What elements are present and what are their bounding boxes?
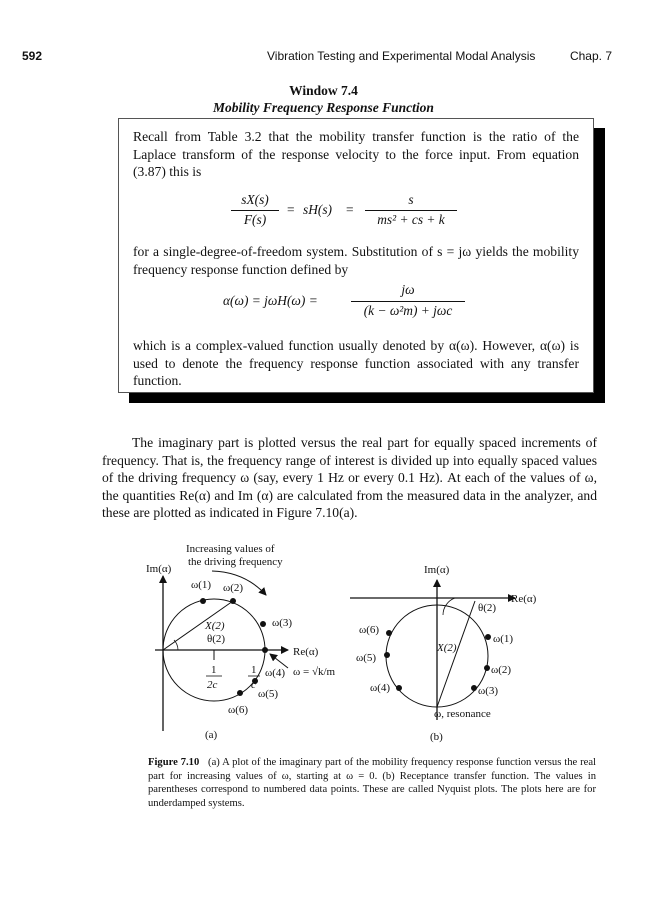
window-label: Window 7.4 bbox=[289, 83, 358, 98]
eq1-equals-1: = bbox=[287, 202, 295, 217]
plot-a-omega-pointer bbox=[270, 654, 288, 668]
eq2-lhs: α(ω) = jωH(ω) = bbox=[223, 293, 318, 308]
eq1-lhs-numerator: sX(s) bbox=[241, 192, 269, 207]
eq1-rhs-fraction-bar bbox=[365, 210, 457, 211]
page-number: 592 bbox=[22, 49, 43, 63]
window-paragraph-1: Recall from Table 3.2 that the mobility transfer function is the ratio of the Laplace transform of the response velocity to the force input. From equation (3.87) this is bbox=[133, 129, 579, 179]
eq1-lhs-denominator: F(s) bbox=[243, 212, 267, 227]
plot-b-point bbox=[386, 630, 392, 636]
plot-a-tick1-denominator: 2c bbox=[207, 679, 218, 691]
plot-b-vector-label: X(2) bbox=[437, 642, 457, 654]
plot-b-point-label: ω(3) bbox=[478, 685, 499, 697]
plot-a-vector-label: X(2) bbox=[205, 620, 225, 632]
plot-a-angle-label: θ(2) bbox=[207, 633, 226, 645]
plot-b-point bbox=[484, 665, 490, 671]
equation-1 bbox=[119, 191, 593, 237]
window-title-block bbox=[0, 82, 647, 116]
plot-a-point-label: ω(4) bbox=[265, 667, 286, 679]
plot-a-point bbox=[237, 690, 243, 696]
window-paragraph-3: which is a complex-valued function usually denoted by α(ω). However, α(ω) is used to denote the frequency response function associated with any transfer function. bbox=[133, 338, 579, 388]
plot-a-y-label: Im(α) bbox=[146, 563, 172, 575]
eq2-fraction-bar bbox=[351, 301, 465, 302]
window-title: Mobility Frequency Response Function bbox=[213, 100, 434, 115]
plot-b bbox=[350, 564, 537, 743]
eq2-denominator: (k − ω²m) + jωc bbox=[363, 303, 453, 318]
plot-a-point-label: ω(1) bbox=[191, 579, 212, 591]
plot-a-annotation-line1: Increasing values of bbox=[186, 543, 275, 555]
eq1-rhs-numerator: s bbox=[408, 192, 414, 207]
plot-a-point bbox=[200, 598, 206, 604]
plot-a-point-label: ω(6) bbox=[228, 704, 249, 716]
plot-a-point bbox=[260, 621, 266, 627]
plot-b-point bbox=[396, 685, 402, 691]
plot-a-point-label: ω(5) bbox=[258, 688, 279, 700]
plot-b-x-label: Re(α) bbox=[511, 593, 537, 605]
caption-text: (a) A plot of the imaginary part of the mobility frequency response function versus the real part for increasing values of ω, starting at ω = 0. (b) Receptance transfer function. The values in parentheses correspond to numbered data points. These are called Nyquist plots. The plots here are for underdamped systems. bbox=[148, 757, 596, 809]
window-paragraph-2: for a single-degree-of-freedom system. Substitution of s = jω yields the mobility frequency response function defined by bbox=[133, 244, 579, 277]
chapter-label: Chap. 7 bbox=[569, 49, 612, 63]
equation-2 bbox=[119, 281, 593, 329]
plot-a-point bbox=[262, 647, 268, 653]
plot-a-tick2-numerator: 1 bbox=[251, 664, 257, 676]
body-paragraph: The imaginary part is plotted versus the real part for equally spaced increments of frequency. That is, the frequency range of interest is divided up into equally spaced values of the driving frequency ω (say, every 1 Hz or every 0.1 Hz). At each of the values of ω, the quantities Re(α) and Im (α) are calculated from the measured data in the analyzer, and these are plotted as indicated in Figure 7.10(a). bbox=[102, 435, 597, 520]
eq1-lhs-fraction-bar bbox=[231, 210, 279, 211]
plot-a-point bbox=[230, 598, 236, 604]
plot-a-x-label: Re(α) bbox=[293, 646, 319, 658]
plot-a-tick1-numerator: 1 bbox=[211, 664, 217, 676]
plot-b-point bbox=[384, 652, 390, 658]
running-title: Vibration Testing and Experimental Modal Analysis bbox=[267, 49, 536, 63]
caption-label: Figure 7.10 bbox=[148, 757, 200, 768]
plot-a bbox=[146, 543, 336, 741]
plot-b-point-label: ω(4) bbox=[370, 682, 391, 694]
plot-b-point-label: ω(1) bbox=[493, 633, 514, 645]
plot-b-point-label: ω(5) bbox=[356, 652, 377, 664]
plot-a-omega-equation: ω = √k/m bbox=[293, 666, 336, 678]
plot-b-vector bbox=[437, 601, 475, 707]
eq1-rhs-denominator: ms² + cs + k bbox=[377, 212, 445, 227]
plot-b-angle-label: θ(2) bbox=[478, 602, 497, 614]
figure-caption bbox=[148, 756, 596, 810]
plot-b-panel-label: (b) bbox=[430, 731, 443, 743]
plot-b-point-label: ω(6) bbox=[359, 624, 380, 636]
plot-a-annotation-line2: the driving frequency bbox=[188, 556, 283, 568]
eq2-numerator: jω bbox=[401, 282, 415, 297]
plot-a-point-label: ω(3) bbox=[272, 617, 293, 629]
plot-b-resonance-label: ω, resonance bbox=[434, 708, 491, 720]
plot-a-tick2-denominator: c bbox=[251, 679, 256, 691]
plot-a-panel-label: (a) bbox=[205, 729, 218, 741]
eq1-equals-2: = bbox=[346, 202, 354, 217]
running-header bbox=[22, 49, 612, 67]
plot-b-point-label: ω(2) bbox=[491, 664, 512, 676]
plot-b-y-label: Im(α) bbox=[424, 564, 450, 576]
plot-b-point bbox=[485, 634, 491, 640]
eq1-middle: sH(s) bbox=[303, 202, 333, 217]
plot-b-point bbox=[471, 685, 477, 691]
window-box bbox=[118, 118, 594, 393]
plot-a-point-label: ω(2) bbox=[223, 582, 244, 594]
